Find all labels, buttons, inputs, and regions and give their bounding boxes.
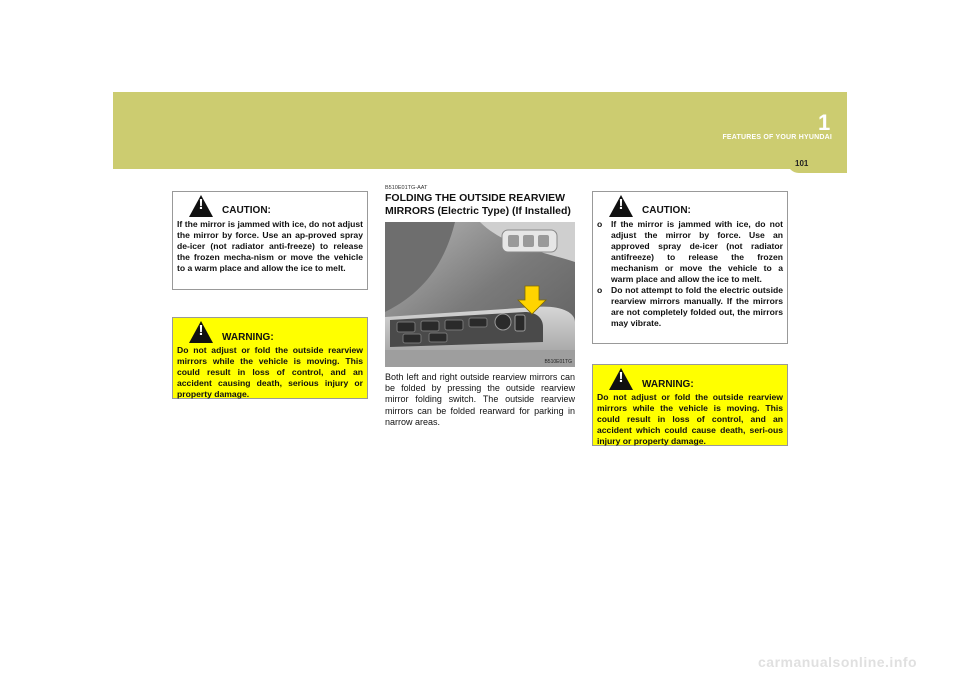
list-item	[597, 285, 783, 329]
list-item	[597, 219, 783, 285]
left-warning-box	[172, 317, 368, 399]
section-title: FEATURES OF YOUR HYUNDAI	[722, 134, 832, 141]
caution-title: CAUTION:	[222, 205, 271, 216]
exclamation-icon: !	[198, 322, 204, 339]
bullet-text: If the mirror is jammed with ice, do not adjust the mirror by force. Use an approved spray de-icer (not radiator antifreeze) to release the frozen mechanism or move the vehicle to a warm place and allow the ice to melt.	[611, 219, 783, 284]
exclamation-icon: !	[618, 369, 624, 386]
warning-text: Do not adjust or fold the outside rearview mirrors while the vehicle is moving. This could result in loss of control, and an accident which could cause death, seri-ous injury or property damage.	[597, 392, 783, 446]
warning-title: WARNING:	[642, 379, 694, 390]
section-number: 1	[818, 110, 831, 135]
caution-title: CAUTION:	[642, 205, 691, 216]
warning-header	[597, 371, 783, 389]
caution-list	[597, 219, 783, 329]
bullet-text: Do not attempt to fold the electric outside rearview mirrors manually. If the mirrors are not completely folded out, the mirrors may vibrate.	[611, 285, 783, 328]
page-number: 101	[795, 159, 809, 168]
right-warning-box	[592, 364, 788, 446]
watermark: carmanualsonline.info	[758, 654, 918, 670]
warning-text: Do not adjust or fold the outside rearview mirrors while the vehicle is moving. This could result in loss of control, and an accident causing death, serious injury or property damage.	[177, 345, 363, 399]
door-switch-photo	[385, 222, 575, 367]
caution-header	[177, 198, 363, 216]
bullet-marker: o	[597, 219, 603, 229]
warning-header	[177, 324, 363, 342]
header-band	[113, 92, 847, 169]
section-heading: FOLDING THE OUTSIDE REARVIEW MIRRORS (Electric Type) (If Installed)	[385, 192, 571, 217]
exclamation-icon: !	[198, 196, 204, 213]
caution-text: If the mirror is jammed with ice, do not adjust the mirror by force. Use an ap-proved spray de-icer (not radiator anti-freeze) to release the frozen mecha-nism or move the vehicle to a warm place and allow the ice to melt.	[177, 219, 363, 273]
door-panel-illustration	[385, 222, 575, 367]
caution-header	[597, 198, 783, 216]
reference-code: B510E01TG-AAT	[385, 185, 428, 191]
image-code: B510E01TG	[544, 359, 572, 365]
body-paragraph: Both left and right outside rearview mirrors can be folded by pressing the outside rearview mirror folding switch. The outside rearview mirrors can be folded rearward for parking in narrow areas.	[385, 372, 575, 427]
warning-title: WARNING:	[222, 332, 274, 343]
exclamation-icon: !	[618, 196, 624, 213]
left-caution-box	[172, 191, 368, 290]
bullet-marker: o	[597, 285, 603, 295]
right-caution-box	[592, 191, 788, 344]
